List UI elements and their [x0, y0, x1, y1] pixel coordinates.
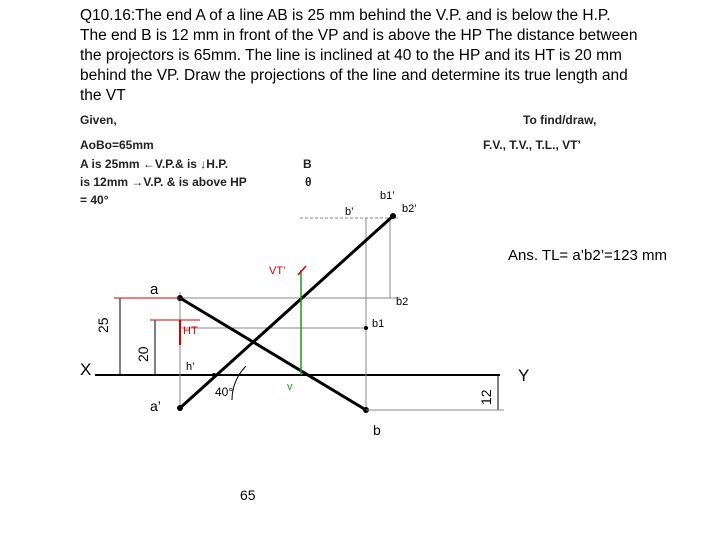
label-Y: Y — [518, 366, 530, 385]
given-heading: Given, — [80, 113, 117, 127]
label-angle: 40° — [215, 385, 234, 399]
dim-20-label: 20 — [135, 346, 151, 362]
label-a-prime: a’ — [150, 398, 161, 414]
point-b2-prime — [390, 213, 396, 219]
label-X: X — [80, 360, 92, 379]
point-h — [212, 373, 216, 377]
label-v: v — [287, 381, 293, 393]
dim-65-label: 65 — [240, 487, 256, 503]
top-view-line — [180, 298, 366, 410]
point-a-prime — [177, 405, 183, 411]
question-text: Q10.16:The end A of a line AB is 25 mm behind the V.P. and is below the H.P. The end B is 12 mm in front of the VP and is above the HP The distance between the projectors is 65mm. The line is inclined at 40 to the HP and its HT is 20 mm behind the VP. Draw the projections of the line and determine its true length and the VT — [80, 7, 638, 104]
point-b1 — [364, 326, 368, 330]
label-b2: b2 — [396, 296, 409, 308]
label-b1: b1 — [372, 318, 385, 330]
angle-arc — [232, 366, 246, 400]
true-length-line — [180, 216, 393, 408]
label-VT-prime: VT’ — [269, 265, 286, 277]
find-heading: To find/draw, — [523, 113, 597, 127]
vt-prime-arrow — [298, 266, 306, 275]
given-ab-label: AoBo=65mm — [80, 138, 154, 152]
label-b: b — [373, 422, 381, 438]
given-b-extra: θ — [305, 175, 312, 189]
dim-25-label: 25 — [95, 317, 111, 333]
dim-12-label: 12 — [478, 389, 494, 405]
label-HT: HT — [183, 325, 198, 337]
label-b1-prime: b1’ — [380, 190, 395, 202]
answer-text: Ans. TL= a’b2’=123 mm — [508, 247, 667, 264]
given-b-title: B — [303, 157, 312, 171]
find-items: F.V., T.V., T.L., VT’ — [483, 138, 581, 152]
given-line-a: A is 25mm ←V.P.& is ↓H.P. — [80, 157, 229, 171]
label-h-prime: h’ — [186, 361, 195, 373]
label-b2-prime: b2’ — [402, 203, 417, 215]
given-line-b: is 12mm →V.P. & is above HP — [80, 175, 247, 189]
label-b-prime: b’ — [345, 206, 354, 218]
given-line-angle: = 40° — [80, 193, 109, 207]
label-a: a — [150, 281, 159, 298]
